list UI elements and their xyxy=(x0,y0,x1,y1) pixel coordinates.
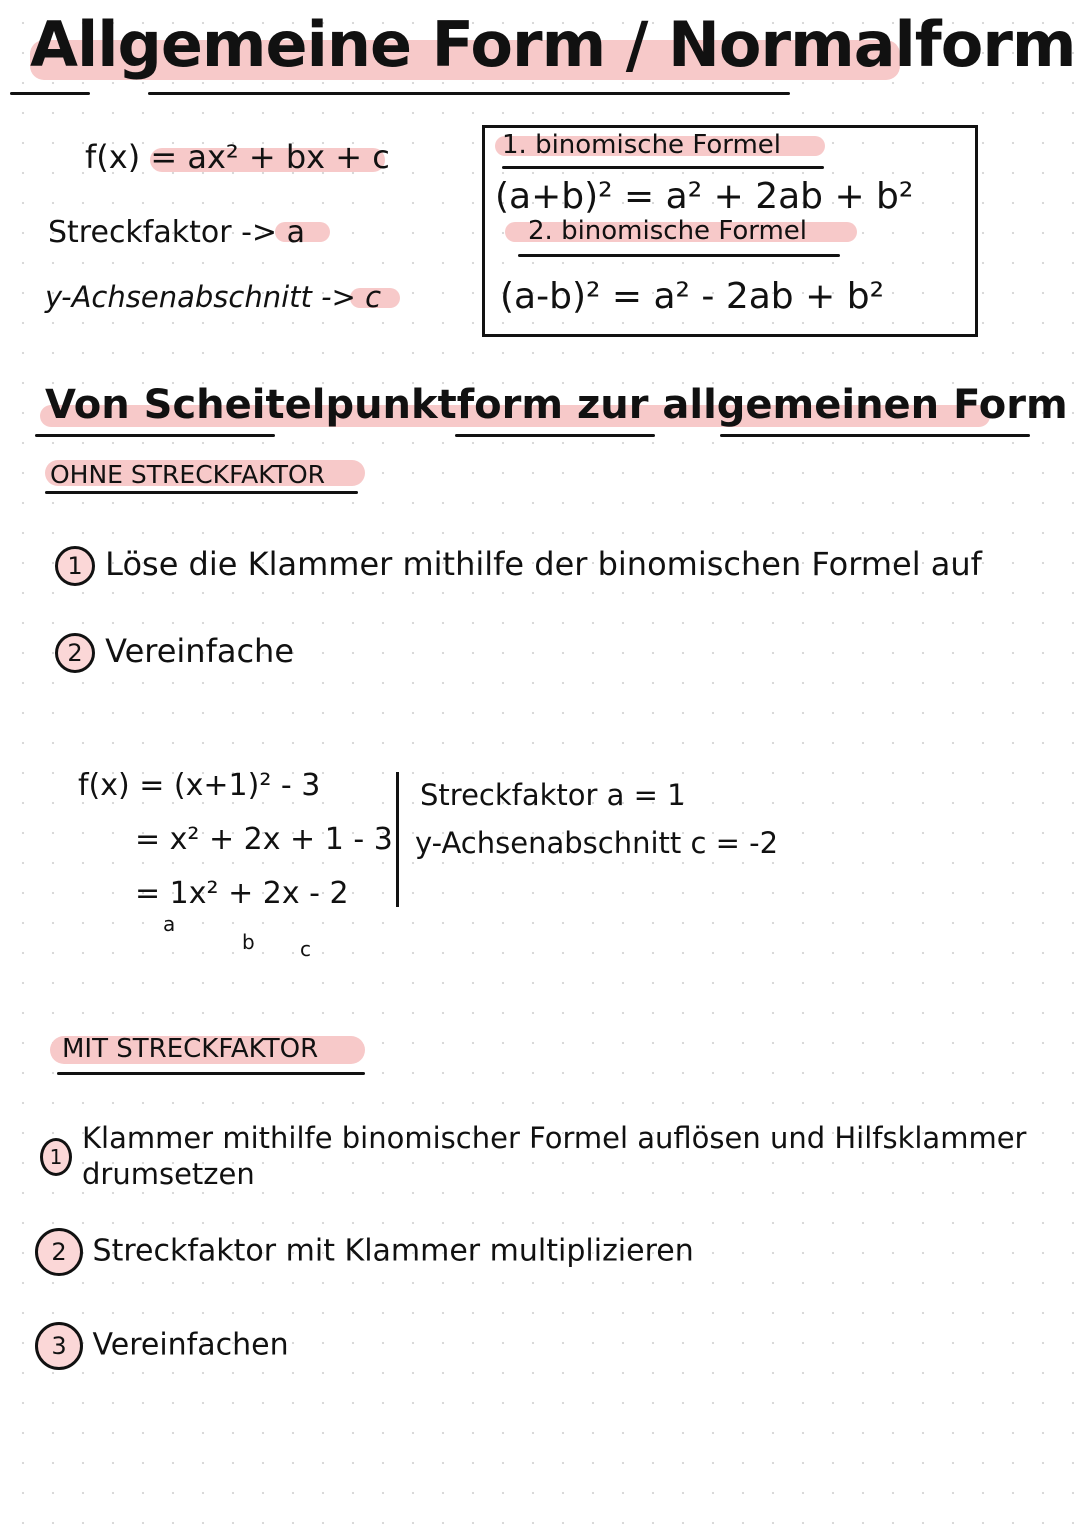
without-stretch-heading: OHNE STRECKFAKTOR xyxy=(50,460,326,489)
step-text: Klammer mithilfe binomischer Formel auflösen und Hilfsklammer drumsetzen xyxy=(82,1121,1027,1191)
section-title-underline-1 xyxy=(35,434,275,437)
step-text: Löse die Klammer mithilfe der binomischen Formel auf xyxy=(105,545,982,583)
step-text: Streckfaktor mit Klammer multiplizieren xyxy=(92,1233,694,1269)
second-binomial-title: 2. binomische Formel xyxy=(528,216,808,246)
step-number-circle: 1 xyxy=(40,1138,72,1176)
step-item xyxy=(55,632,294,673)
example-stretch-note: Streckfaktor a = 1 xyxy=(420,778,686,812)
step-number-circle: 2 xyxy=(55,633,95,673)
step-item xyxy=(35,1322,289,1370)
y-intercept-label: y-Achsenabschnitt -> c xyxy=(45,280,382,314)
section-title: Von Scheitelpunktform zur allgemeinen Form xyxy=(45,382,1068,428)
section-title-underline-2 xyxy=(455,434,655,437)
page-title: Allgemeine Form / Normalform xyxy=(30,8,1076,81)
step-item xyxy=(35,1228,694,1276)
section-title-underline-3 xyxy=(720,434,1030,437)
step-number-circle: 1 xyxy=(55,546,95,586)
stretch-factor-label: Streckfaktor -> a xyxy=(48,215,305,250)
example-intercept-note: y-Achsenabschnitt c = -2 xyxy=(415,826,779,860)
example-line-3: = 1x² + 2x - 2 xyxy=(135,876,349,911)
second-binomial-formula: (a-b)² = a² - 2ab + b² xyxy=(500,276,884,317)
step-item xyxy=(40,1120,1030,1192)
first-binomial-underline xyxy=(502,166,824,169)
second-binomial-underline xyxy=(518,254,840,257)
example-divider xyxy=(396,772,399,907)
brace-label-b: b xyxy=(242,930,255,954)
step-item xyxy=(55,545,982,586)
first-binomial-formula: (a+b)² = a² + 2ab + b² xyxy=(495,176,914,217)
without-stretch-underline xyxy=(45,491,358,494)
brace-label-c: c xyxy=(300,937,311,961)
step-number-circle: 2 xyxy=(35,1228,83,1276)
with-stretch-underline xyxy=(57,1072,365,1075)
title-underline-right xyxy=(148,92,790,95)
first-binomial-title: 1. binomische Formel xyxy=(502,130,782,160)
general-formula: f(x) = ax² + bx + c xyxy=(85,138,390,176)
title-underline-left xyxy=(10,92,90,95)
example-line-1: f(x) = (x+1)² - 3 xyxy=(78,768,321,803)
example-line-2: = x² + 2x + 1 - 3 xyxy=(135,822,393,857)
with-stretch-heading: MIT STRECKFAKTOR xyxy=(62,1034,319,1064)
brace-label-a: a xyxy=(163,912,176,936)
step-number-circle: 3 xyxy=(35,1322,83,1370)
step-text: Vereinfache xyxy=(105,632,295,670)
step-text: Vereinfachen xyxy=(92,1327,289,1363)
